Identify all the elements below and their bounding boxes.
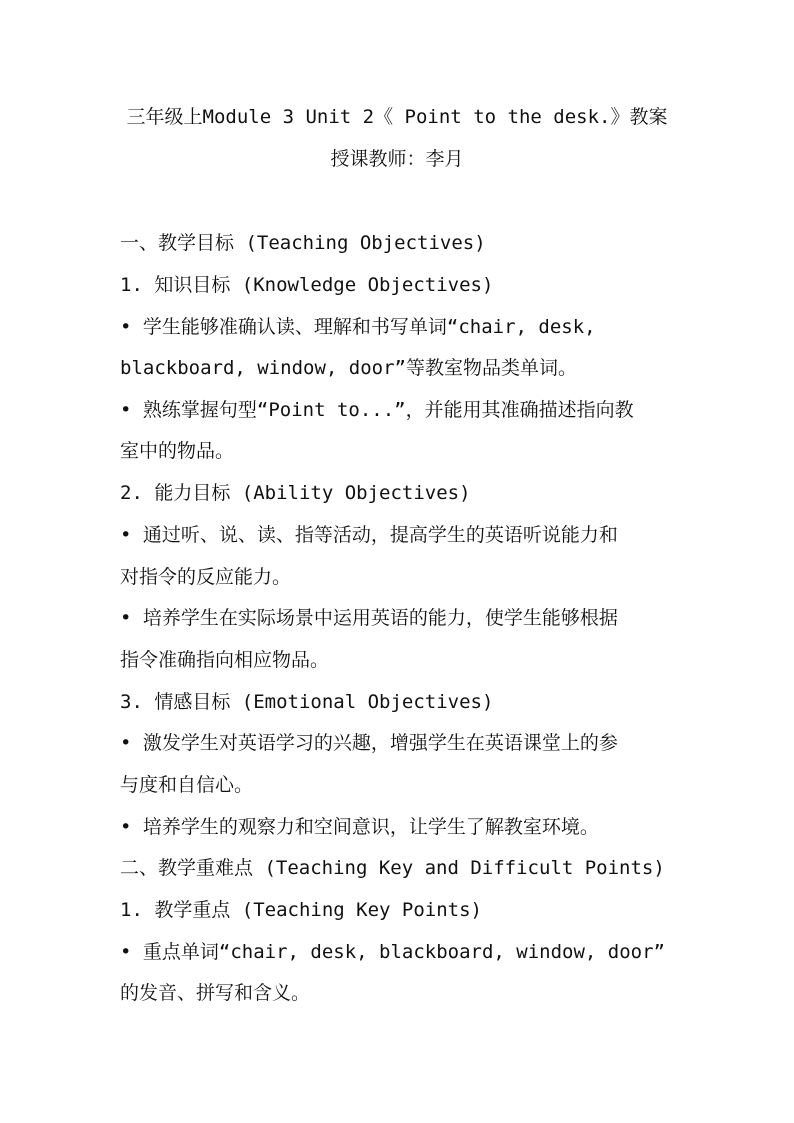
subheading-knowledge: 1. 知识目标 (Knowledge Objectives) xyxy=(120,274,494,296)
bullet-line: • 重点单词“chair, desk, blackboard, window, door” xyxy=(120,941,665,963)
bullet-line: • 激发学生对英语学习的兴趣，增强学生在英语课堂上的参 xyxy=(120,732,618,754)
bullet-line: • 熟练掌握句型“Point to...”，并能用其准确描述指向教 xyxy=(120,399,634,421)
bullet-line: 的发音、拼写和含义。 xyxy=(120,982,311,1004)
bullet-line: blackboard, window, door”等教室物品类单词。 xyxy=(120,357,577,379)
bullet-line: • 通过听、说、读、指等活动，提高学生的英语听说能力和 xyxy=(120,524,618,546)
document-title: 三年级上Module 3 Unit 2《 Point to the desk.》教案 xyxy=(126,106,668,128)
bullet-line: 指令准确指向相应物品。 xyxy=(120,649,330,671)
bullet-line: 对指令的反应能力。 xyxy=(120,566,292,588)
section-heading-objectives: 一、教学目标 (Teaching Objectives) xyxy=(120,232,486,254)
bullet-line: 室中的物品。 xyxy=(120,440,235,462)
subheading-teaching-key: 1. 教学重点 (Teaching Key Points) xyxy=(120,899,482,921)
bullet-line: • 学生能够准确认读、理解和书写单词“chair, desk, xyxy=(120,316,596,338)
section-heading-key-points: 二、教学重难点 (Teaching Key and Difficult Points) xyxy=(120,857,665,879)
subheading-emotional: 3. 情感目标 (Emotional Objectives) xyxy=(120,691,494,713)
bullet-line: • 培养学生在实际场景中运用英语的能力，使学生能够根据 xyxy=(120,607,618,629)
bullet-line: • 培养学生的观察力和空间意识，让学生了解教室环境。 xyxy=(120,816,599,838)
teacher-name: 授课教师：李月 xyxy=(330,148,464,170)
subheading-ability: 2. 能力目标 (Ability Objectives) xyxy=(120,482,471,504)
bullet-line: 与度和自信心。 xyxy=(120,774,254,796)
